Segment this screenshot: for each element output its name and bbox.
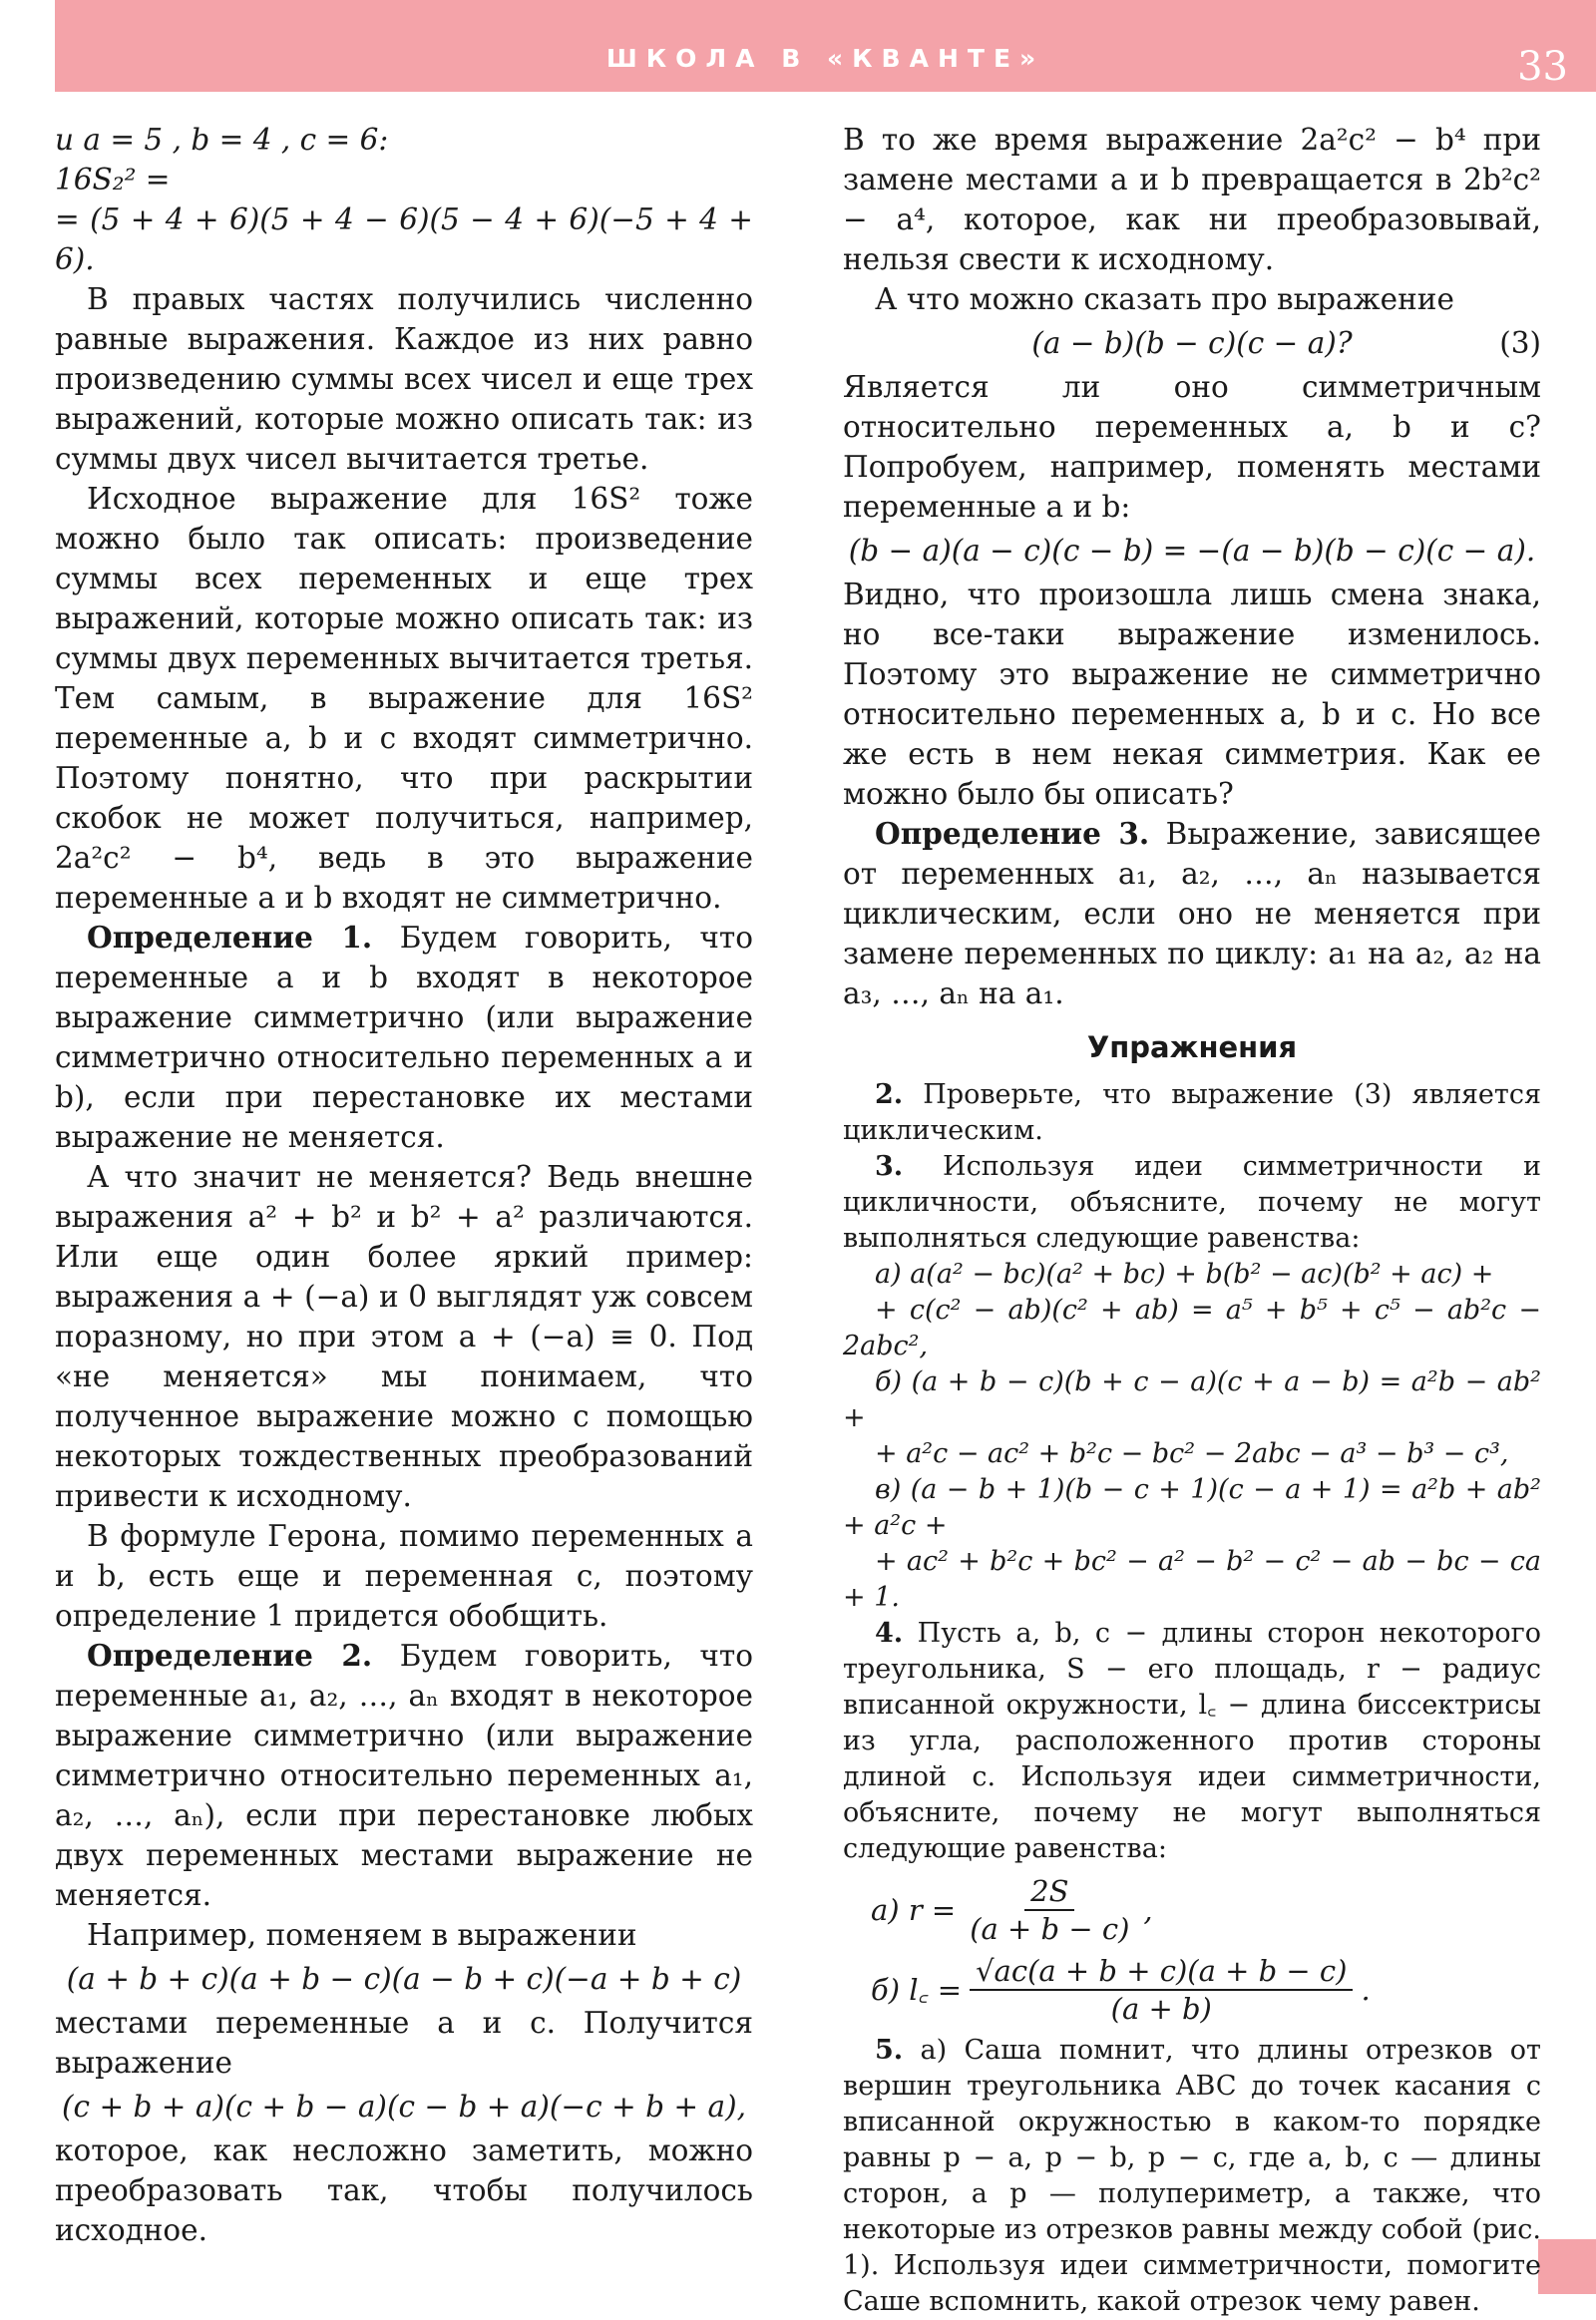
- paragraph: В формуле Герона, помимо переменных a и b, есть еще и переменная c, поэтому определение 1 придется обобщить.: [55, 1519, 753, 1633]
- denominator: (a + b − c): [970, 1912, 1130, 1946]
- exercise-number: 2.: [875, 1079, 904, 1110]
- definition-2: [55, 1636, 753, 1915]
- section-title-header: ШКОЛА В «КВАНТЕ»: [605, 44, 1045, 73]
- definition-3: [843, 814, 1541, 1013]
- equation-3: [843, 323, 1541, 363]
- exercise-3c: в) (a − b + 1)(b − c + 1)(c − a + 1) = a²b + ab² + a²c +: [843, 1474, 1541, 1541]
- definition-text: Будем говорить, что переменные a и b входят в некоторое выражение симметрично (или выражение симметрично относительно переменных a и b), если при перестановке их местами выражение не меняется.: [55, 921, 753, 1154]
- formula-line: 16S₂² =: [55, 163, 171, 196]
- exercise-text: а) Саша помнит, что длины отрезков от вершин треугольника ABC до точек касания с вписанной окружностью в каком-то порядке равны p − a, p − b, p − c, где a, b, c — длины сторон, а p — полупериметр, а также, что некоторые из отрезков равны между собой (рис. 1). Используя идеи симметричности, помогите Саше вспомнить, какой отрезок чему равен.: [843, 2035, 1541, 2317]
- equation: (c + b + a)(c + b − a)(c − b + a)(−c + b + a),: [62, 2090, 746, 2124]
- exercise-4: [843, 1616, 1541, 1867]
- exercise-3c-cont: + ac² + b²c + bc² − a² − b² − c² − ab − bc − ca + 1.: [843, 1546, 1541, 1613]
- exercise-number: 5.: [875, 2035, 904, 2066]
- formula-lhs: б) l꜀ =: [871, 1973, 963, 2007]
- punctuation: .: [1361, 1973, 1371, 2007]
- exercise-text: Проверьте, что выражение (3) является циклическим.: [843, 1079, 1541, 1146]
- exercise-text: Пусть a, b, c − длины сторон некоторого треугольника, S − его площадь, r − радиус вписанной окружности, l꜀ − длина биссектрисы из угла, расположенного против стороны длиной c. Используя идеи симметричности, объясните, почему не могут выполняться следующие равенства:: [843, 1618, 1541, 1864]
- values-line: и a = 5 , b = 4 , c = 6:: [55, 123, 389, 157]
- exercises-heading: Упражнения: [1086, 1030, 1298, 1064]
- fraction: [964, 1873, 1135, 1947]
- exercises-list: [843, 1077, 1541, 2320]
- exercise-3b-cont: + a²c − ac² + b²c − bc² − 2abc − a³ − b³ − c³,: [875, 1438, 1509, 1469]
- left-column: [55, 120, 753, 2250]
- paragraph: которое, как несложно заметить, можно преобразовать так, чтобы получилось исходное.: [55, 2133, 753, 2247]
- page-number: 33: [1517, 44, 1568, 90]
- paragraph: В то же время выражение 2a²c² − b⁴ при замене местами a и b превращается в 2b²c² − a⁴, которое, как ни преобразовывай, нельзя свести к исходному.: [843, 123, 1541, 276]
- exercise-4a: [871, 1873, 1541, 1947]
- exercise-text: Используя идеи симметричности и цикличности, объясните, почему не могут выполняться следующие равенства:: [843, 1151, 1541, 1254]
- definition-text: Выражение, зависящее от переменных a₁, a₂, …, aₙ называется циклическим, если оно не меняется при замене переменных по циклу: a₁ на a₂, a₂ на a₃, …, aₙ на a₁.: [843, 817, 1541, 1010]
- definition-text: Будем говорить, что переменные a₁, a₂, …, aₙ входят в некоторое выражение симметрично (или выражение симметрично относительно переменных a₁, a₂, …, aₙ), если при перестановке любых двух переменных местами выражение не меняется.: [55, 1639, 753, 1912]
- punctuation: ,: [1143, 1893, 1153, 1927]
- fraction: [970, 1953, 1353, 2027]
- paragraph: Видно, что произошла лишь смена знака, но все-таки выражение изменилось. Поэтому это выражение не симметрично относительно переменных a, b и c. Но все же есть в нем некая симметрия. Как ее можно было бы описать?: [843, 578, 1541, 811]
- numerator: √ac(a + b + c)(a + b − c): [970, 1953, 1353, 1991]
- equation-number: (3): [1499, 326, 1541, 360]
- exercise-2: [843, 1077, 1541, 1149]
- definition-1: [55, 918, 753, 1157]
- exercise-5: [843, 2033, 1541, 2320]
- definition-label: Определение 3.: [875, 816, 1150, 851]
- equation: (b − a)(a − c)(c − b) = −(a − b)(b − c)(c − a).: [848, 534, 1536, 568]
- right-column: [843, 120, 1541, 2320]
- equation-body: (a − b)(b − c)(c − a)?: [1031, 326, 1353, 360]
- paragraph: А что можно сказать про выражение: [875, 282, 1454, 316]
- exercise-4b: [871, 1953, 1541, 2027]
- paragraph: Например, поменяем в выражении: [87, 1918, 637, 1952]
- paragraph: В правых частях получились численно равные выражения. Каждое из них равно произведению суммы всех чисел и еще трех выражений, которые можно описать так: из суммы двух чисел вычитается третье.: [55, 282, 753, 476]
- equation: (a + b + c)(a + b − c)(a − b + c)(−a + b + c): [66, 1962, 742, 1996]
- definition-label: Определение 1.: [87, 920, 373, 955]
- exercise-3b: б) (a + b − c)(b + c − a)(c + a − b) = a²b − ab² +: [843, 1366, 1541, 1433]
- exercise-3: [843, 1149, 1541, 1257]
- exercise-number: 4.: [875, 1618, 904, 1649]
- exercise-number: 3.: [875, 1151, 904, 1182]
- formula-lhs: а) r =: [871, 1893, 957, 1927]
- corner-tab: [1538, 2239, 1596, 2294]
- paragraph: Является ли оно симметричным относительно переменных a, b и c? Попробуем, например, поменять местами переменные a и b:: [843, 370, 1541, 524]
- definition-label: Определение 2.: [87, 1638, 373, 1673]
- denominator: (a + b): [1110, 1992, 1212, 2026]
- exercise-3a-cont: + c(c² − ab)(c² + ab) = a⁵ + b⁵ + c⁵ − ab²c − 2abc²,: [843, 1295, 1541, 1361]
- paragraph: местами переменные a и c. Получится выражение: [55, 2006, 753, 2080]
- page-header: [55, 0, 1596, 92]
- numerator: 2S: [1024, 1873, 1074, 1911]
- exercise-3a: а) a(a² − bc)(a² + bc) + b(b² − ac)(b² + ac) +: [875, 1259, 1494, 1290]
- paragraph: Исходное выражение для 16S² тоже можно было так описать: произведение суммы всех переменных и еще трех выражений, которые можно описать так: из суммы двух переменных вычитается третья. Тем самым, в выражение для 16S² переменные a, b и c входят симметрично. Поэтому понятно, что при раскрытии скобок не может получиться, например, 2a²c² − b⁴, ведь в это выражение переменные a и b входят не симметрично.: [55, 482, 753, 915]
- paragraph: А что значит не меняется? Ведь внешне выражения a² + b² и b² + a² различаются. Или еще один более яркий пример: выражения a + (−a) и 0 выглядят уж совсем поразному, но при этом a + (−a) ≡ 0. Под «не меняется» мы понимаем, что полученное выражение можно с помощью некоторых тождественных преобразований привести к исходному.: [55, 1160, 753, 1513]
- formula-line: = (5 + 4 + 6)(5 + 4 − 6)(5 − 4 + 6)(−5 + 4 + 6).: [55, 202, 753, 276]
